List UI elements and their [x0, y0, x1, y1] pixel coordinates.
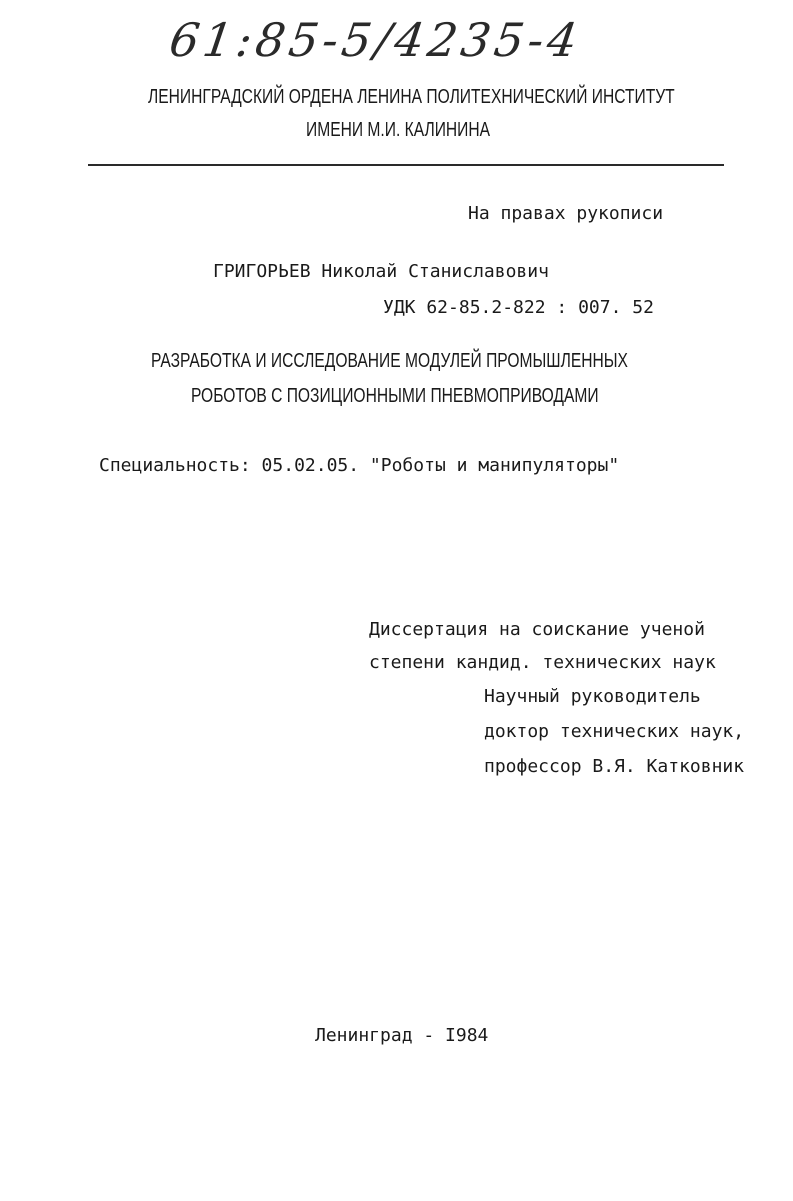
manuscript-rights: На правах рукописи [468, 203, 664, 224]
dissertation-line-2: степени кандид. технических наук [369, 652, 716, 673]
place-year: Ленинград - I984 [315, 1025, 489, 1046]
author-name: ГРИГОРЬЕВ Николай Станиславович [213, 261, 549, 282]
dissertation-line-1: Диссертация на соискание ученой [369, 619, 705, 640]
title-line-2: РОБОТОВ С ПОЗИЦИОННЫМИ ПНЕВМОПРИВОДАМИ [191, 385, 599, 407]
supervisor-heading: Научный руководитель [484, 686, 701, 707]
title-line-1: РАЗРАБОТКА И ИССЛЕДОВАНИЕ МОДУЛЕЙ ПРОМЫШЛЕННЫХ [151, 350, 628, 372]
institute-line-2: ИМЕНИ М.И. КАЛИНИНА [306, 119, 491, 141]
specialty: Специальность: 05.02.05. "Роботы и манипуляторы" [99, 455, 620, 476]
header-divider [88, 164, 724, 166]
institute-line-1: ЛЕНИНГРАДСКИЙ ОРДЕНА ЛЕНИНА ПОЛИТЕХНИЧЕСКИЙ ИНСТИТУТ [148, 86, 675, 108]
udk-code: УДК 62-85.2-822 : 007. 52 [383, 297, 654, 318]
handwritten-catalog-number: 61:85-5/4235-4 [166, 13, 585, 67]
supervisor-degree: доктор технических наук, [484, 721, 745, 742]
supervisor-name: профессор В.Я. Катковник [484, 756, 745, 777]
